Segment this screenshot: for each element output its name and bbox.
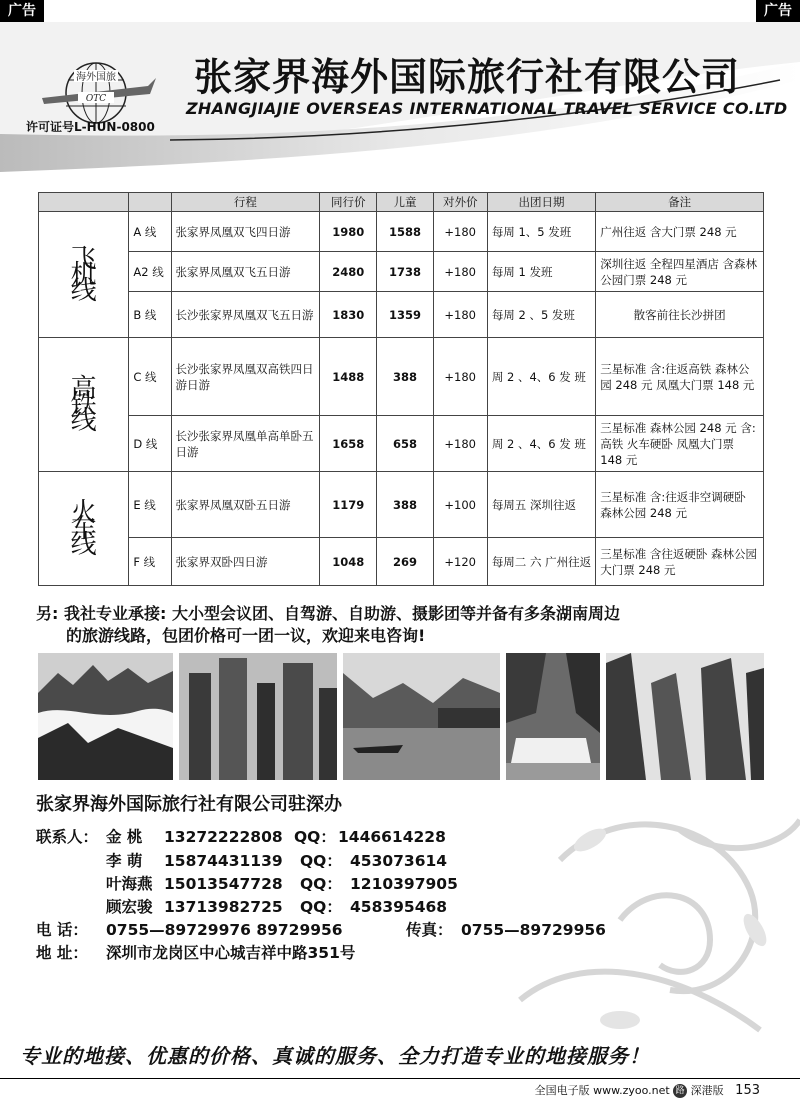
public-price: +180 (433, 416, 487, 472)
route-name: 张家界凤凰双飞五日游 (171, 252, 320, 292)
contact-qq: 1210397905 (350, 875, 458, 893)
photo-river-town (343, 653, 500, 780)
table-row (39, 292, 764, 338)
contact-row (36, 825, 446, 847)
header (0, 22, 800, 172)
peer-price: 1179 (320, 472, 377, 538)
departure-date: 周 2 、4、6 发 班 (487, 416, 595, 472)
footer-region: 深港版 (690, 1084, 724, 1097)
line-code: C 线 (129, 338, 171, 416)
route-table (38, 192, 764, 586)
contact-row (36, 849, 447, 871)
contact-name: 顾宏骏 (106, 898, 153, 916)
child-price: 1588 (377, 212, 433, 252)
line-code: D 线 (129, 416, 171, 472)
route-name: 张家界双卧四日游 (171, 538, 320, 586)
contact-qq: 453073614 (350, 852, 448, 870)
table-row (39, 416, 764, 472)
footer-edition: 全国电子版 www.zyoo.net (534, 1084, 670, 1097)
route-name: 张家界凤凰双卧五日游 (171, 472, 320, 538)
table-row (39, 252, 764, 292)
footer-badge-icon: 路 (673, 1084, 687, 1098)
category-train: 火车线 (39, 472, 129, 586)
departure-date: 周 2 、4、6 发 班 (487, 338, 595, 416)
category-flight: 飞机线 (39, 212, 129, 338)
svg-text:海外国旅: 海外国旅 (76, 72, 116, 83)
public-price: +180 (433, 338, 487, 416)
remark: 三星标准 含:往返非空调硬卧 森林公园 248 元 (596, 472, 764, 538)
address-value: 深圳市龙岗区中心城吉祥中路351号 (106, 944, 356, 962)
contact-row (36, 872, 458, 894)
child-price: 269 (377, 538, 433, 586)
category-highspeed-rail: 高铁线 (39, 338, 129, 472)
contact-qq: 1446614228 (338, 828, 446, 846)
scenery-photo-strip (38, 653, 764, 780)
address-row (36, 941, 355, 963)
line-code: E 线 (129, 472, 171, 538)
departure-date: 每周 2 、5 发班 (487, 292, 595, 338)
peer-price: 1830 (320, 292, 377, 338)
contact-row (36, 895, 447, 917)
ad-tag-right: 广告 (756, 0, 800, 22)
peer-price: 2480 (320, 252, 377, 292)
line-code: A2 线 (129, 252, 171, 292)
fax-label: 传真： (406, 921, 453, 939)
address-label: 地 址： (36, 944, 88, 962)
note-line-1: 另: 我社专业承接: 大小型会议团、自驾游、自助游、摄影团等并备有多条湖南周边 (36, 604, 620, 623)
header-cell: 儿童 (377, 193, 433, 212)
child-price: 1738 (377, 252, 433, 292)
departure-date: 每周二 六 广州往返 (487, 538, 595, 586)
table-row (39, 212, 764, 252)
line-code: F 线 (129, 538, 171, 586)
public-price: +100 (433, 472, 487, 538)
route-name: 长沙张家界凤凰双飞五日游 (171, 292, 320, 338)
peer-price: 1488 (320, 338, 377, 416)
contact-qq: 458395468 (350, 898, 448, 916)
svg-text:OTC: OTC (85, 94, 107, 104)
contact-name: 李 萌 (106, 852, 143, 870)
table-row (39, 472, 764, 538)
header-cell: 备注 (596, 193, 764, 212)
child-price: 1359 (377, 292, 433, 338)
table-row (39, 338, 764, 416)
departure-date: 每周五 深圳往返 (487, 472, 595, 538)
contact-label: 联系人： (36, 828, 99, 846)
contact-phone: 15013547728 (164, 875, 283, 893)
phone-row (36, 918, 606, 940)
public-price: +180 (433, 252, 487, 292)
photo-waterfall (506, 653, 600, 780)
service-note (36, 603, 776, 647)
contact-phone: 13713982725 (164, 898, 283, 916)
public-price: +180 (433, 292, 487, 338)
public-price: +120 (433, 538, 487, 586)
note-line-2: 的旅游线路，包团价格可一团一议，欢迎来电咨询! (66, 626, 426, 645)
remark: 三星标准 含:往返高铁 森林公园 248 元 凤凰大门票 148 元 (596, 338, 764, 416)
header-cell (39, 193, 129, 212)
contact-qq-label: QQ： (300, 852, 342, 870)
peer-price: 1048 (320, 538, 377, 586)
header-cell (129, 193, 171, 212)
child-price: 388 (377, 338, 433, 416)
route-name: 长沙张家界凤凰双高铁四日游日游 (171, 338, 320, 416)
line-code: A 线 (129, 212, 171, 252)
remark: 散客前往长沙拼团 (596, 292, 764, 338)
company-name-cn: 张家界海外国际旅行社有限公司 (194, 55, 741, 99)
table-row (39, 538, 764, 586)
peer-price: 1980 (320, 212, 377, 252)
page-number: 153 (735, 1083, 760, 1098)
public-price: +180 (433, 212, 487, 252)
tel-label: 电 话： (36, 921, 88, 939)
header-cell: 同行价 (320, 193, 377, 212)
child-price: 658 (377, 416, 433, 472)
contact-qq-label: QQ： (300, 875, 342, 893)
footer (535, 1082, 760, 1098)
contact-name: 金 桃 (106, 828, 143, 846)
child-price: 388 (377, 472, 433, 538)
photo-canyon (606, 653, 764, 780)
peer-price: 1658 (320, 416, 377, 472)
remark: 深圳往返 全程四星酒店 含森林公园门票 248 元 (596, 252, 764, 292)
office-title: 张家界海外国际旅行社有限公司驻深办 (36, 794, 342, 815)
route-name: 长沙张家界凤凰单高单卧五日游 (171, 416, 320, 472)
tel-number: 0755—89729976 89729956 (106, 921, 343, 939)
route-name: 张家界凤凰双飞四日游 (171, 212, 320, 252)
contact-phone: 13272222808 (164, 828, 283, 846)
line-code: B 线 (129, 292, 171, 338)
departure-date: 每周 1 发班 (487, 252, 595, 292)
contact-qq-label: QQ： (294, 828, 336, 846)
departure-date: 每周 1、5 发班 (487, 212, 595, 252)
photo-stone-pillars (179, 653, 337, 780)
contact-name: 叶海燕 (106, 875, 153, 893)
header-cell: 行程 (171, 193, 320, 212)
footer-divider (0, 1078, 800, 1079)
company-name-en: ZHANGJIAJIE OVERSEAS INTERNATIONAL TRAVEL SERVICE CO.LTD (186, 99, 788, 118)
remark: 三星标准 含往返硬卧 森林公园大门票 248 元 (596, 538, 764, 586)
remark: 广州往返 含大门票 248 元 (596, 212, 764, 252)
fax-number: 0755—89729956 (461, 921, 606, 939)
photo-mountains-clouds (38, 653, 173, 780)
contact-qq-label: QQ： (300, 898, 342, 916)
header-cell: 出团日期 (487, 193, 595, 212)
ad-tag-left: 广告 (0, 0, 44, 22)
remark: 三星标准 森林公园 248 元 含:高铁 火车硬卧 凤凰大门票 148 元 (596, 416, 764, 472)
table-header-row (39, 193, 764, 212)
contact-phone: 15874431139 (164, 852, 283, 870)
license-number: 许可证号L-HUN-0800 (26, 120, 155, 134)
slogan: 专业的地接、优惠的价格、真诚的服务、全力打造专业的地接服务！ (20, 1044, 650, 1068)
header-cell: 对外价 (433, 193, 487, 212)
